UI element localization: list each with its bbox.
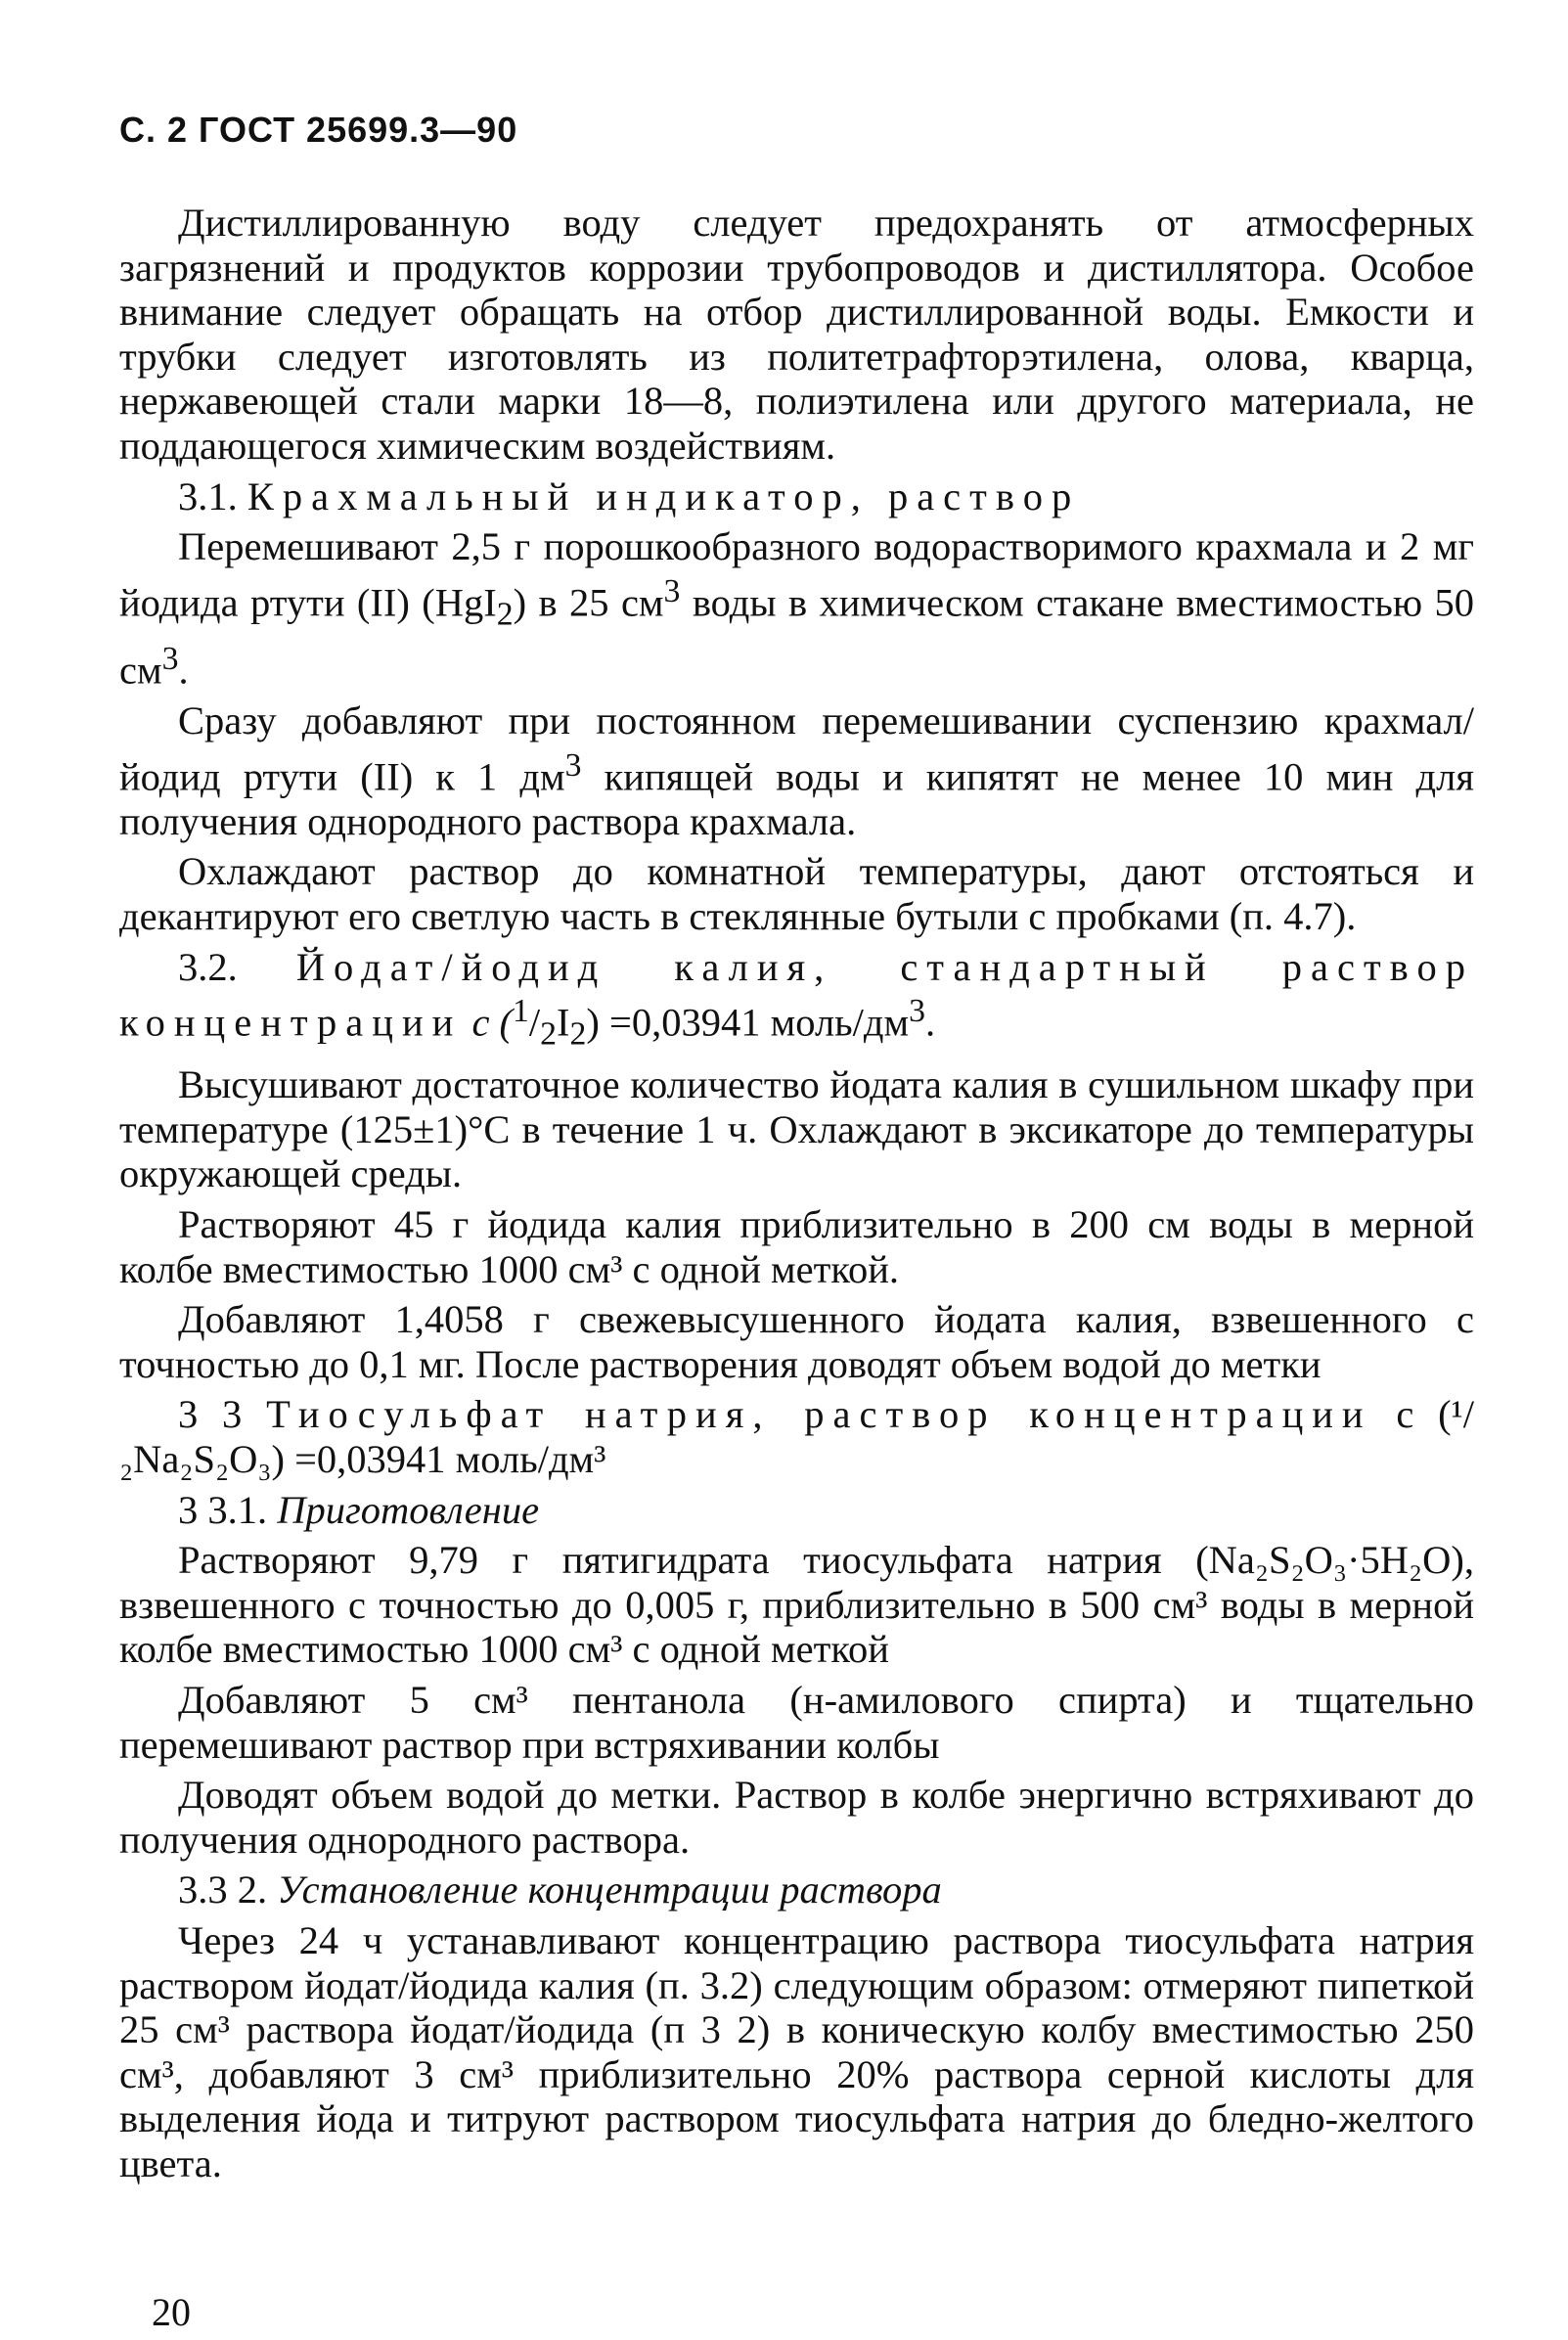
formula-run: ) =0,03941 моль/дм: [586, 1000, 910, 1045]
section-title: Тиосульфат натрия, раствор концентрации: [266, 1392, 1372, 1437]
formula-run: .: [925, 1000, 936, 1045]
subsection-number: 3 3.1.: [178, 1487, 268, 1532]
section-title: Йодат/йодид калия, стандартный раствор концентрации: [119, 944, 1474, 1045]
superscript: 3: [663, 572, 681, 609]
subscript: 2: [540, 1015, 558, 1053]
subsection-title: Установление концентрации раствора: [277, 1868, 942, 1912]
document-body: [119, 201, 1474, 2192]
text-run: Перемешивают 2,5 г порошкообразного водорастворимого крахмала и 2 мг йодида ртути (II) (HgI: [119, 524, 1474, 625]
page-number: 20: [152, 2290, 191, 2334]
section-3-3-2-heading: [119, 1868, 1474, 1912]
section-title: Крахмальный индикатор, раствор: [246, 473, 1081, 518]
superscript: 3: [909, 993, 926, 1030]
formula-run: /: [528, 1000, 541, 1045]
superscript: 1: [513, 993, 529, 1030]
section-3-2-paragraph-1: Высушивают достаточное количество йодата калия в сушильном шкафу при температуре (125±1)°С в течение 1 ч. Охлаждают в эксикаторе до температуры окружающей среды.: [119, 1062, 1474, 1196]
subscript: 2: [496, 596, 514, 633]
section-3-2-heading: [119, 945, 1474, 1058]
section-3-2-paragraph-3: Добавляют 1,4058 г свежевысушенного йодата калия, взвешенного с точностью до 0,1 мг. После растворения доводят объем водой до метки: [119, 1297, 1474, 1386]
text-run: .: [178, 648, 189, 693]
page-header: С. 2 ГОСТ 25699.3—90: [119, 110, 518, 150]
section-3-1-paragraph-3: Охлаждают раствор до комнатной температуры, дают отстояться и декантируют его светлую часть в стеклянные бутыли с пробками (п. 4.7).: [119, 849, 1474, 938]
section-number: 3.2.: [178, 944, 238, 989]
text-run: кипящей воды и кипятят не менее 10 мин для получения однородного раствора крахмала.: [119, 754, 1474, 843]
section-number: 3.1.: [178, 473, 238, 518]
section-3-2-paragraph-2: Растворяют 45 г йодида калия приблизительно в 200 см воды в мерной колбе вместимостью 1000 см³ с одной меткой.: [119, 1202, 1474, 1291]
section-3-3-1-paragraph-2: Добавляют 5 см³ пентанола (н-амилового спирта) и тщательно перемешивают раствор при встряхивании колбы: [119, 1678, 1474, 1767]
subsection-title: Приготовление: [277, 1487, 540, 1532]
text-run: Сразу добавляют при постоянном перемешивании суспензию крахмал/йодид ртути (II) к 1 дм: [119, 698, 1474, 799]
subscript: 2: [569, 1015, 587, 1053]
section-number: 3 3: [178, 1392, 243, 1437]
superscript: 3: [161, 640, 179, 677]
section-3-3-heading: [119, 1392, 1474, 1481]
section-3-1-heading: [119, 474, 1474, 519]
text-run: воды в химическом стакане вместимостью 50 см: [119, 580, 1474, 693]
text-run: ) в 25 см: [513, 580, 664, 625]
section-formula: c (¹/₂Na₂S₂O₃) =0,03941 моль/дм³: [119, 1392, 1475, 1482]
section-3-1-paragraph-1: [119, 524, 1474, 693]
section-3-1-paragraph-2: [119, 698, 1474, 843]
superscript: 3: [564, 746, 582, 784]
formula-run: I: [557, 1000, 570, 1045]
section-3-3-1-heading: [119, 1488, 1474, 1533]
intro-paragraph: Дистиллированную воду следует предохранять от атмосферных загрязнений и продуктов коррозии трубопроводов и дистиллятора. Особое внимание следует обращать на отбор дистиллированной воды. Емкости и трубки следует изготовлять из политетрафторэтилена, олова, кварца, нержавеющей стали марки 18—8, полиэтилена или другого материала, не поддающегося химическим воздействиям.: [119, 201, 1474, 468]
section-3-3-2-paragraph-1: Через 24 ч устанавливают концентрацию раствора тиосульфата натрия раствором йодат/йодида калия (п. 3.2) следующим образом: отмеряют пипеткой 25 см³ раствора йодат/йодида (п 3 2) в коническую колбу вместимостью 250 см³, добавляют 3 см³ приблизительно 20% раствора серной кислоты для выделения йода и титруют раствором тиосульфата натрия до бледно-желтого цвета.: [119, 1917, 1474, 2185]
section-3-3-1-paragraph-1: Растворяют 9,79 г пятигидрата тиосульфата натрия (Na₂S₂O₃·5H₂O), взвешенного с точностью до 0,005 г, приблизительно в 500 см³ воды в мерной колбе вместимостью 1000 см³ с одной меткой: [119, 1538, 1474, 1672]
formula-run: c (: [462, 1000, 514, 1045]
section-3-3-1-paragraph-3: Доводят объем водой до метки. Раствор в колбе энергично встряхивают до получения однородного раствора.: [119, 1773, 1474, 1862]
subsection-number: 3.3 2.: [178, 1868, 268, 1912]
